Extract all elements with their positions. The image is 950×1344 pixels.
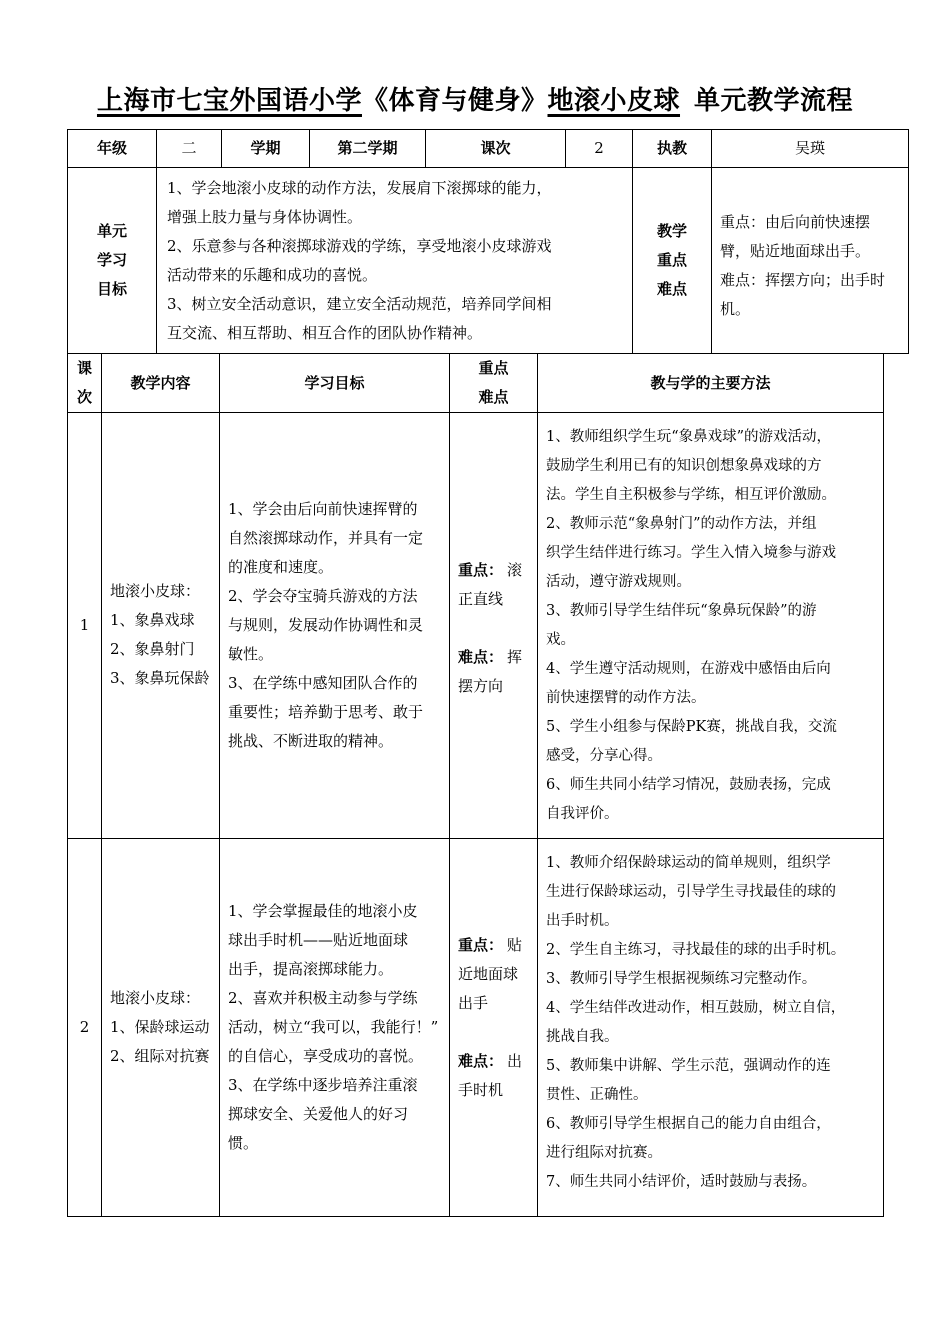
term-value: 第二学期: [310, 130, 426, 168]
col-lesson: 课 次: [68, 354, 102, 413]
teacher-label: 执教: [633, 130, 712, 168]
grade-value: 二: [157, 130, 222, 168]
title-topic: 地滚小皮球: [547, 86, 681, 116]
unit-key-label: 教学 重点 难点: [633, 168, 712, 354]
lesson-label: 课次: [426, 130, 566, 168]
lesson-methods: 1、教师组织学生玩“象鼻戏球”的游戏活动， 鼓励学生利用已有的知识创想象鼻戏球的方 法。学生自主积极参与学练，相互评价激励。 2、教师示范“象鼻射门”的动作方法，并组 织学生结伴进行练习。学生入情入境参与游戏 活动，遵守游戏规则。 3、教师引导学生结伴玩“象鼻玩保龄”的游 戏。 4、学生遵守活动规则，在游戏中感悟由后向 前快速摆臂的动作方法。 5、学生小组参与保龄PK赛，挑战自我，交流 感受，分享心得。 6、师生共同小结学习情况，鼓励表扬，完成 自我评价。: [538, 413, 884, 839]
col-keypoints: 重点 难点: [450, 354, 538, 413]
unit-key-points: 重点：由后向前快速摆 臂，贴近地面球出手。 难点：挥摆方向；出手时 机。: [712, 168, 909, 354]
lesson-keypoints: 重点： 贴 近地面球 出手 难点： 出 手时机: [450, 839, 538, 1217]
unit-goal-label: 单元 学习 目标: [68, 168, 157, 354]
grade-label: 年级: [68, 130, 157, 168]
header-table: [67, 129, 909, 354]
table-row: [68, 413, 884, 839]
lesson-table: [67, 353, 884, 1217]
title-suffix: 单元教学流程: [694, 86, 854, 116]
lesson-number: 1: [68, 413, 102, 839]
lesson-objectives: 1、学会由后向前快速挥臂的 自然滚掷球动作，并具有一定 的准度和速度。 2、学会夺宝骑兵游戏的方法 与规则，发展动作协调性和灵 敏性。 3、在学练中感知团队合作的 重要性；培养勤于思考、敢于 挑战、不断进取的精神。: [220, 413, 450, 839]
col-objectives: 学习目标: [220, 354, 450, 413]
col-methods: 教与学的主要方法: [538, 354, 884, 413]
lesson-methods: 1、教师介绍保龄球运动的简单规则，组织学 生进行保龄球运动，引导学生寻找最佳的球的 出手时机。 2、学生自主练习，寻找最佳的球的出手时机。 3、教师引导学生根据视频练习完整动作。 4、学生结伴改进动作，相互鼓励，树立自信， 挑战自我。 5、教师集中讲解、学生示范，强调动作的连 贯性、正确性。 6、教师引导学生根据自己的能力自由组合， 进行组际对抗赛。 7、师生共同小结评价，适时鼓励与表扬。: [538, 839, 884, 1217]
lesson-objectives: 1、学会掌握最佳的地滚小皮 球出手时机——贴近地面球 出手，提高滚掷球能力。 2、喜欢并积极主动参与学练 活动，树立“我可以，我能行！” 的自信心，享受成功的喜悦。 3、在学练中逐步培养注重滚 掷球安全、关爱他人的好习 惯。: [220, 839, 450, 1217]
lesson-keypoints: 重点： 滚 正直线 难点： 挥 摆方向: [450, 413, 538, 839]
teacher-value: 吴瑛: [712, 130, 909, 168]
lesson-content: 地滚小皮球： 1、保龄球运动 2、组际对抗赛: [102, 839, 220, 1217]
title-school: 上海市七宝外国语小学: [96, 86, 362, 116]
term-label: 学期: [222, 130, 310, 168]
title-subject: 《体育与健身》: [361, 86, 548, 116]
page-title: [0, 80, 950, 117]
table-row: [68, 839, 884, 1217]
col-content: 教学内容: [102, 354, 220, 413]
lesson-value: 2: [566, 130, 633, 168]
unit-goals: 1、学会地滚小皮球的动作方法，发展肩下滚掷球的能力， 增强上肢力量与身体协调性。 2、乐意参与各种滚掷球游戏的学练，享受地滚小皮球游戏 活动带来的乐趣和成功的喜悦。 3、树立安全活动意识，建立安全活动规范，培养同学间相 互交流、相互帮助、相互合作的团队协作精神。: [157, 168, 633, 354]
lesson-content: 地滚小皮球： 1、象鼻戏球 2、象鼻射门 3、象鼻玩保龄: [102, 413, 220, 839]
lesson-number: 2: [68, 839, 102, 1217]
